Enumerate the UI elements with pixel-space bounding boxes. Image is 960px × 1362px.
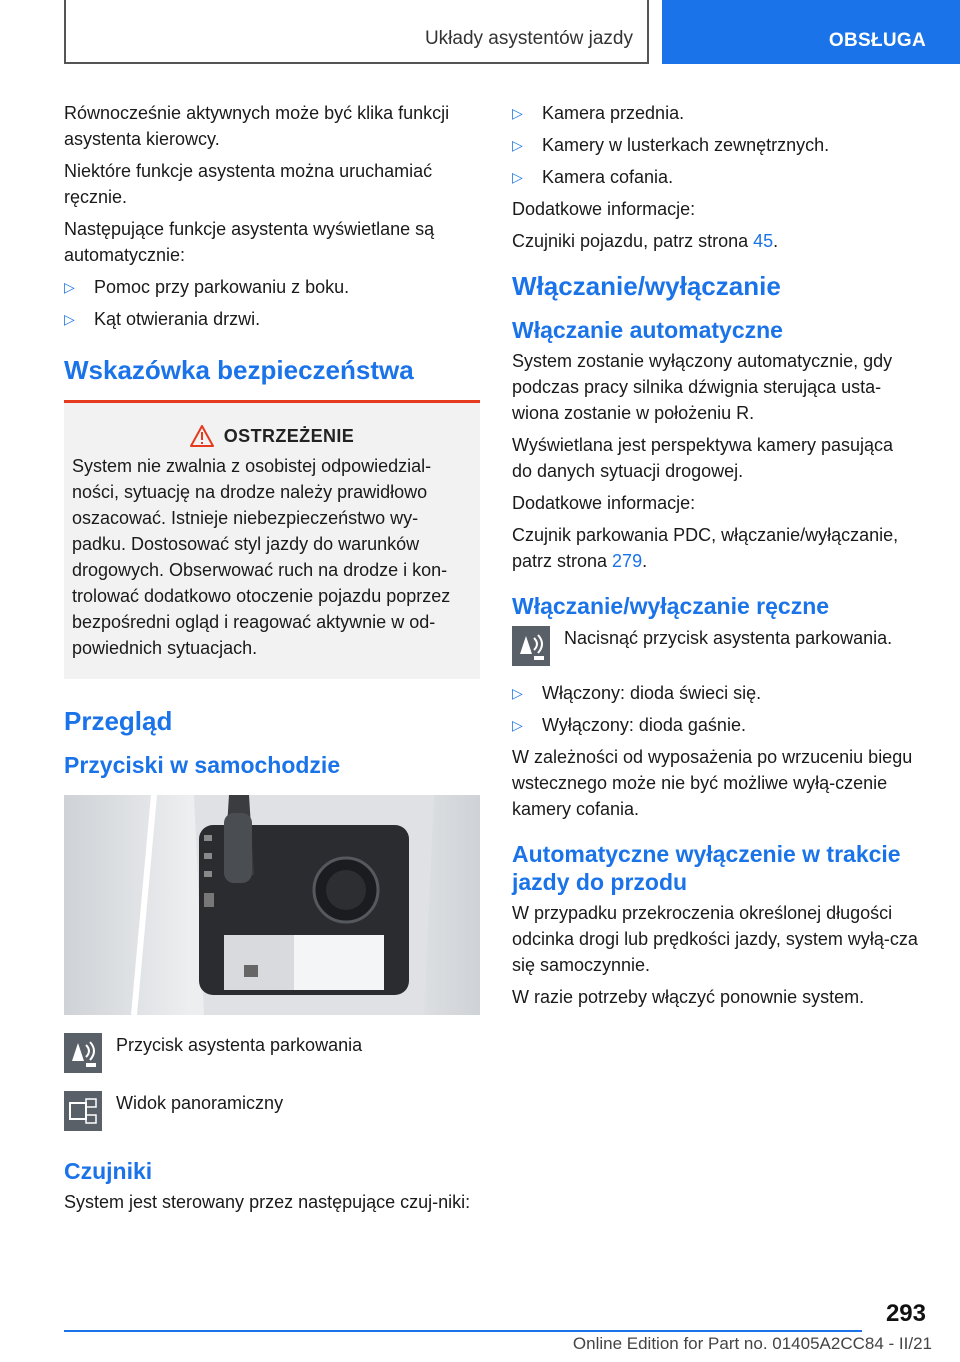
parking-assistant-button-icon [512,626,550,666]
onoff-heading: Włączanie/wyłączanie [512,271,781,301]
list-item: ▷ Włączony: dioda świeci się. [512,680,918,706]
right-column [512,100,918,1016]
safety-heading: Wskazówka bezpieczeństwa [64,355,414,385]
buttons-heading: Przyciski w samochodzie [64,752,341,778]
paragraph: W przypadku przekroczenia określonej długości odcinka drogi lub prędkości jazdy, system wyłą-cza się samoczynnie. [512,903,918,975]
triangle-bullet-icon: ▷ [64,279,75,295]
bullet-list [512,100,918,190]
bullet-list [512,680,918,738]
icon-legend-row [64,1091,480,1131]
triangle-bullet-icon: ▷ [512,717,523,733]
icon-legend-row [512,626,918,666]
list-item: ▷ Kąt otwierania drzwi. [64,306,480,332]
list-item: ▷ Pomoc przy parkowaniu z boku. [64,274,480,300]
list-item: ▷ Kamera cofania. [512,164,918,190]
edition-text: Online Edition for Part no. 01405A2CC84 - II/21 [572,1334,932,1353]
warning-triangle-icon [190,425,214,447]
auto-off-heading: Automatyczne wyłączenie w trakcie jazdy do przodu [512,841,901,895]
paragraph: System zostanie wyłączony automatycznie, gdy podczas pracy silnika dźwignia sterująca usta-wiona zostanie w położeniu R. [512,351,893,423]
sensors-heading: Czujniki [64,1158,153,1184]
triangle-bullet-icon: ▷ [512,169,523,185]
manual-heading: Włączanie/wyłączanie ręczne [512,593,830,619]
triangle-bullet-icon: ▷ [64,311,75,327]
overview-heading: Przegląd [64,706,173,736]
warning-box [64,400,480,679]
triangle-bullet-icon: ▷ [512,137,523,153]
page-reference-link[interactable]: 279 [612,551,643,571]
parking-assistant-button-icon [64,1033,102,1073]
triangle-bullet-icon: ▷ [512,105,523,121]
paragraph: Dodatkowe informacje: [512,199,696,219]
center-console-photo [64,795,480,1015]
paragraph: Równocześnie aktywnych może być klika funkcji asystenta kierowcy. [64,103,450,149]
left-column [64,100,480,1221]
paragraph: Dodatkowe informacje: [512,493,696,513]
chapter-title: Układy asystentów jazdy [424,28,633,49]
page-number: 293 [885,1300,926,1327]
icon-legend-row [64,1033,480,1073]
list-item: ▷ Kamery w lusterkach zewnętrznych. [512,132,918,158]
paragraph: System jest sterowany przez następujące czuj-niki: [64,1192,471,1212]
paragraph: Wyświetlana jest perspektywa kamery pasująca do danych sytuacji drogowej. [512,435,893,481]
paragraph: Następujące funkcje asystenta wyświetlane są automatycznie: [64,219,435,265]
list-item: ▷ Wyłączony: dioda gaśnie. [512,712,918,738]
warning-text: System nie zwalnia z osobistej odpowiedzial-ności, sytuację na drodze należy prawidłowo oszacować. Istnieje niebezpieczeństwo wy-padku. Dostosować styl jazdy do warunków drogowych. Obserwować ruch na drodze i kon-trolować dodatkowo otoczenie pojazdu poprzez bezpośredni ogląd i reagować aktywnie w od-powiednich sytuacjach. [72,456,451,658]
auto-on-heading: Włączanie automatyczne [512,317,783,343]
paragraph: W razie potrzeby włączyć ponownie system. [512,987,865,1007]
page-reference-link[interactable]: 45 [753,231,774,251]
warning-header [72,425,472,447]
list-item: ▷ Kamera przednia. [512,100,918,126]
section-label: OBSŁUGA [828,30,926,51]
warning-title: OSTRZEŻENIE [223,425,355,446]
paragraph: Czujniki pojazdu, patrz strona 45. [512,231,779,251]
icon-label: Widok panoramiczny [116,1093,284,1113]
header-section-tab [662,0,960,64]
triangle-bullet-icon: ▷ [512,685,523,701]
paragraph: Czujnik parkowania PDC, włączanie/wyłączanie, patrz strona 279. [512,525,899,571]
icon-label: Nacisnąć przycisk asystenta parkowania. [564,628,893,648]
footer-divider [64,1330,862,1332]
panorama-view-button-icon [64,1091,102,1131]
header-chapter-box [64,0,649,64]
paragraph: Niektóre funkcje asystenta można uruchamiać ręcznie. [64,161,433,207]
icon-label: Przycisk asystenta parkowania [116,1035,363,1055]
bullet-list [64,274,480,332]
paragraph: W zależności od wyposażenia po wrzuceniu biegu wstecznego może nie być możliwe wyłą-czenie kamery cofania. [512,747,913,819]
